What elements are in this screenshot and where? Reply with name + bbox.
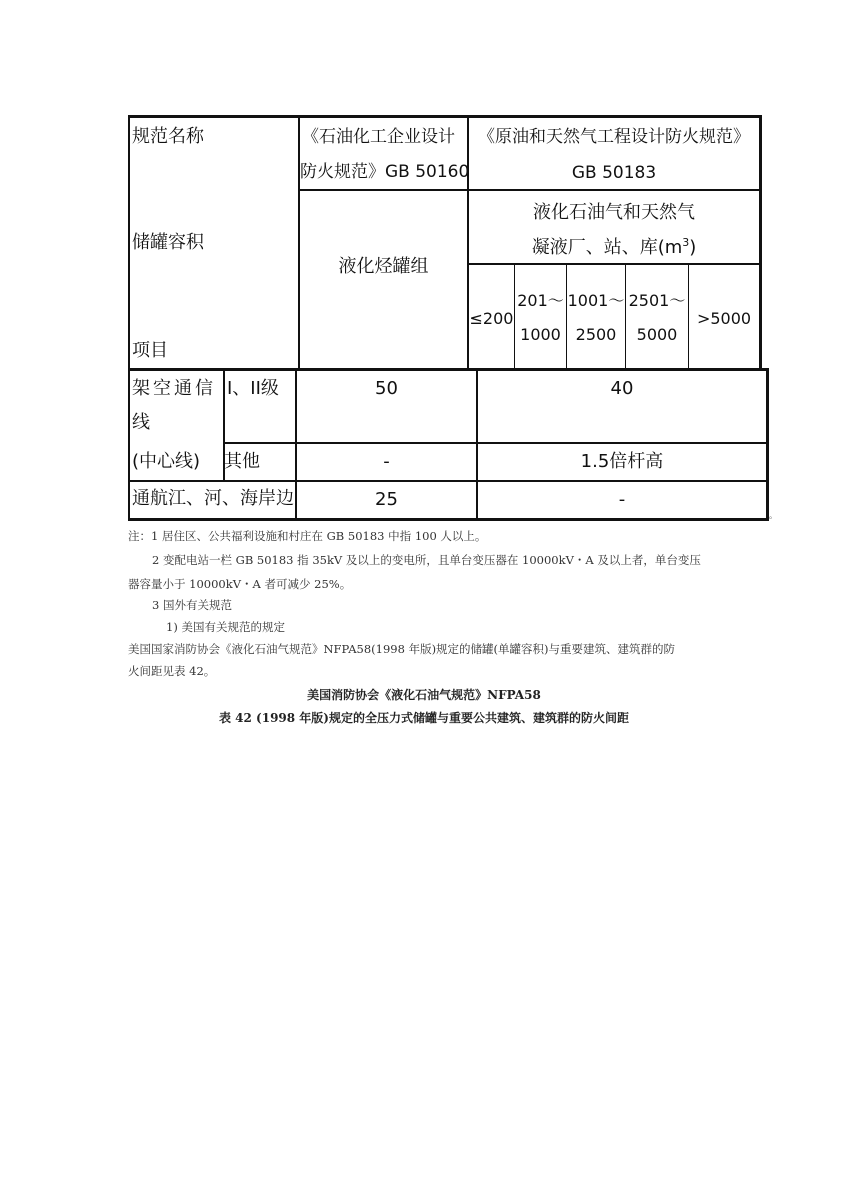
note-line-6: 美国国家消防协会《液化石油气规范》NFPA58(1998 年版)规定的储罐(单罐容积)与重要建筑、建筑群的防 bbox=[128, 642, 676, 656]
spacing-table-image bbox=[128, 115, 776, 523]
spec2-subheader-sup: 3 bbox=[682, 236, 690, 249]
range-div-1 bbox=[514, 263, 515, 369]
header-divider-left bbox=[298, 115, 300, 369]
row-river-v2: - bbox=[618, 489, 626, 510]
header-h2 bbox=[467, 263, 760, 265]
note-line-4: 3 国外有关规范 bbox=[152, 598, 232, 612]
row-other-v2: 1.5倍杆高 bbox=[580, 451, 664, 472]
table-border-top bbox=[128, 115, 762, 118]
spec2-title-line1: 《原油和天然气工程设计防火规范》 bbox=[478, 127, 750, 147]
row-other-v1: - bbox=[383, 451, 390, 472]
spec2-subheader-line1: 液化石油气和天然气 bbox=[533, 202, 695, 223]
spec2-title-line2: GB 50183 bbox=[571, 163, 657, 183]
row-overhead-line1: 架空通信 bbox=[132, 378, 216, 399]
range-1001-line2: 2500 bbox=[575, 325, 617, 344]
row-other-label: 其他 bbox=[224, 451, 260, 472]
row-river-v1: 25 bbox=[375, 489, 398, 510]
range-2501-line1: 2501～ bbox=[628, 291, 686, 310]
note-line-1: 注：1 居住区、公共福利设施和村庄在 GB 50183 中指 100 人以上。 bbox=[128, 529, 487, 543]
note-line-2: 2 变配电站一栏 GB 50183 指 35kV 及以上的变电所，且单台变压器在 10000kV・A 及以上者，单台变压 bbox=[152, 553, 701, 567]
table-end-dot: 。 bbox=[769, 511, 777, 520]
header-item: 项目 bbox=[132, 340, 168, 361]
row-grade-v1: 50 bbox=[375, 378, 398, 399]
header-h1 bbox=[298, 189, 760, 191]
row-river-label: 通航江、河、海岸边 bbox=[132, 488, 294, 509]
table42-title: 表 42 (1998 年版)规定的全压力式储罐与重要公共建筑、建筑群的防火间距 bbox=[219, 711, 629, 725]
spec1-subheader: 液化烃罐组 bbox=[338, 256, 429, 277]
note-line-3: 器容量小于 10000kV・A 者可减少 25%。 bbox=[128, 577, 352, 591]
note-line-7: 火间距见表 42。 bbox=[128, 664, 216, 678]
spec2-subheader-suffix: ) bbox=[689, 237, 697, 258]
range-201-line2: 1000 bbox=[520, 325, 561, 344]
header-tank-capacity: 储罐容积 bbox=[132, 232, 204, 253]
row-grade-label: I、II级 bbox=[227, 378, 279, 399]
range-le200: ≤200 bbox=[469, 309, 514, 328]
range-1001-line1: 1001～ bbox=[567, 291, 625, 310]
spec1-title-line2: 防火规范》GB 50160 bbox=[300, 162, 470, 182]
range-2501-line2: 5000 bbox=[636, 325, 678, 344]
table-border-bottom bbox=[128, 518, 769, 521]
row-center-line: (中心线) bbox=[132, 451, 201, 472]
table-border-right-lower bbox=[766, 369, 769, 521]
header-spec-name: 规范名称 bbox=[132, 126, 204, 147]
note-line-5: 1) 美国有关规范的规定 bbox=[166, 620, 285, 634]
range-div-3 bbox=[625, 263, 626, 369]
spec1-title-line1: 《石油化工企业设计 bbox=[302, 127, 455, 147]
row-overhead-line2: 线 bbox=[132, 412, 150, 433]
table-border-left bbox=[128, 115, 130, 520]
spec2-subheader-prefix: 凝液厂、站、库(m bbox=[531, 237, 683, 258]
range-div-2 bbox=[566, 263, 567, 369]
body-h1 bbox=[223, 442, 769, 444]
spec2-subheader-line2 bbox=[469, 231, 759, 260]
nfpa-title-line1: 美国消防协会《液化石油气规范》NFPA58 bbox=[307, 688, 541, 702]
range-gt5000: >5000 bbox=[696, 309, 752, 328]
row-grade-v2: 40 bbox=[610, 378, 634, 399]
body-h2 bbox=[128, 480, 769, 482]
table-border-right-upper bbox=[759, 115, 762, 369]
range-201-line1: 201～ bbox=[517, 291, 564, 310]
